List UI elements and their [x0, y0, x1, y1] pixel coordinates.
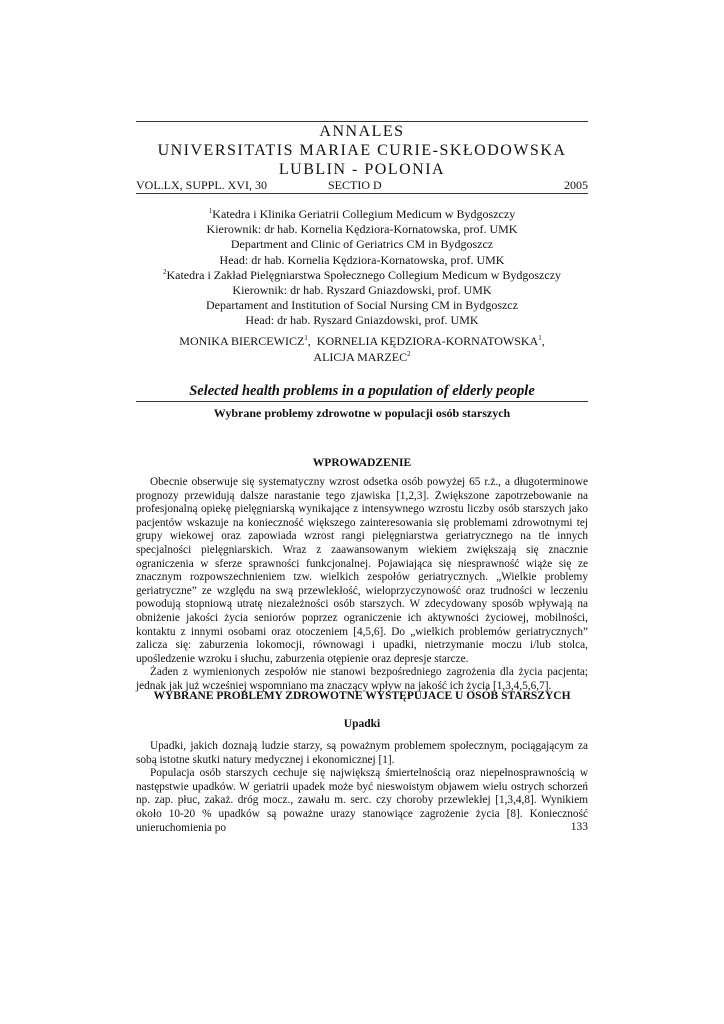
article-title-english: Selected health problems in a population of elderly people: [189, 383, 535, 399]
volume-info: VOL.LX, SUPPL. XVI, 30: [136, 178, 268, 192]
author-name: KORNELIA KĘDZIORA-KORNATOWSKA: [316, 334, 539, 348]
affiliation-line: Kierownik: dr hab. Kornelia Kędziora-Kornatowska, prof. UMK: [206, 222, 518, 237]
falls-body: [136, 740, 588, 835]
author-name: MONIKA BIERCEWICZ: [179, 334, 305, 348]
paragraph: Obecnie obserwuje się systematyczny wzrost odsetka osób powyżej 65 r.ż., a długoterminowe prognozy przewidują dalsze narastanie tego zjawiska [1,2,3]. Zwiększone zapotrzebowanie na profesjonalną opiekę pielęgniarską wynikające z intensywnego wzrostu liczby osób starszych jako pacjentów wskazuje na konieczność większego zainteresowania się problemami zdrowotnymi tej grupy wiekowej oraz zapowiada wzrost rangi pielęgniarstwa geriatrycznego na tle innych specjalności pielęgniarskich. Wraz z zaawansowanym wiekiem zwiększają się znacznie ograniczenia w sferze sprawności funkcjonalnej. Pojawiająca się niesprawność wiąże się ze znacznym rozpowszechnieniem tzw. wielkich zespołów geriatrycznych. „Wielkie problemy geriatryczne” ze względu na swą przewlekłość, wieloprzyczynowość oraz trudności w leczeniu powodują stopniową utratę niezależności osób starszych. W zdecydowany sposób wpływają na obniżenie jakości życia seniorów poprzez ograniczenie ich aktywności życiowej, mobilności, kontaktu z innymi osobami oraz otoczeniem [4,5,6]. Do „wielkich problemów geriatrycznych” zalicza się: zaburzenia lokomocji, równowagi i upadki, nietrzymanie moczu i/lub stolca, upośledzenie wzroku i słuchu, zaburzenia otępienie oraz depresje starcze.: [136, 476, 588, 665]
section-info: SECTIO D: [328, 178, 382, 192]
affiliation-line: Head: dr hab. Kornelia Kędziora-Kornatowska, prof. UMK: [219, 252, 505, 267]
affiliation-line: Kierownik: dr hab. Ryszard Gniazdowski, prof. UMK: [232, 283, 492, 298]
affiliation-line: Departament and Institution of Social Nursing CM in Bydgoszcz: [206, 298, 518, 313]
section-heading-introduction: WPROWADZENIE: [312, 457, 412, 469]
affiliation-line: Head: dr hab. Ryszard Gniazdowski, prof. UMK: [245, 313, 479, 328]
journal-title-line-1: ANNALES: [319, 123, 405, 140]
affiliations-block: [136, 207, 588, 329]
authors-block: [136, 333, 588, 365]
paragraph: Żaden z wymienionych zespołów nie stanowi bezpośredniego zagrożenia dla życia pacjenta; jednak jak już wcześniej wspomniano ma znaczący wpływ na jakość ich życia [1,3,4,5,6,7].: [136, 666, 588, 692]
affiliation-line: Department and Clinic of Geriatrics CM in Bydgoszcz: [230, 237, 494, 252]
journal-title-line-2: UNIVERSITATIS MARIAE CURIE-SKŁODOWSKA: [157, 142, 567, 159]
author-name: ALICJA MARZEC: [313, 350, 408, 364]
article-title-polish: Wybrane problemy zdrowotne w populacji osób starszych: [213, 406, 511, 420]
title-rule: [136, 401, 588, 402]
affiliation-line: $^1$Katedra i Klinika Geriatrii Collegium Medicum w Bydgoszczy: [208, 207, 516, 221]
introduction-body: [136, 476, 588, 694]
section-heading-health-problems: WYBRANE PROBLEMY ZDROWOTNE WYSTĘPUJACE U OSÓB STARSZYCH: [153, 690, 571, 702]
paragraph: Upadki, jakich doznają ludzie starzy, są poważnym problemem społecznym, pociągającym za sobą istotne skutki natury medycznej i ekonomicznej [1].: [136, 740, 588, 766]
paragraph: Populacja osób starszych cechuje się największą śmiertelnością oraz niepełnosprawnością w następstwie upadków. W geriatrii upadek może być nieswoistym objawem wielu ostrych schorzeń np. zap. płuc, zakaż. dróg mocz., zawału m. serc. czy choroby przewlekłej [1,3,4,8]. Wynikiem około 10-20 % upadków są poważne urazy stanowiące zagrożenie życia [8]. Konieczność unieruchomienia po: [136, 767, 588, 834]
header-bottom-rule: [136, 193, 588, 194]
journal-title-line-3: LUBLIN - POLONIA: [278, 161, 446, 178]
authors-line-1: MONIKA BIERCEWICZ$^1$, KORNELIA KĘDZIORA-KORNATOWSKA$^1$,: [179, 334, 545, 348]
authors-line-2: ALICJA MARZEC$^2$: [313, 350, 411, 364]
year-info: 2005: [564, 178, 588, 192]
page-number: 133: [570, 821, 588, 833]
subsection-heading-falls: Upadki: [343, 718, 381, 730]
affiliation-line: $^2$Katedra i Zakład Pielęgniarstwa Społecznego Collegium Medicum w Bydgoszczy: [162, 267, 562, 282]
